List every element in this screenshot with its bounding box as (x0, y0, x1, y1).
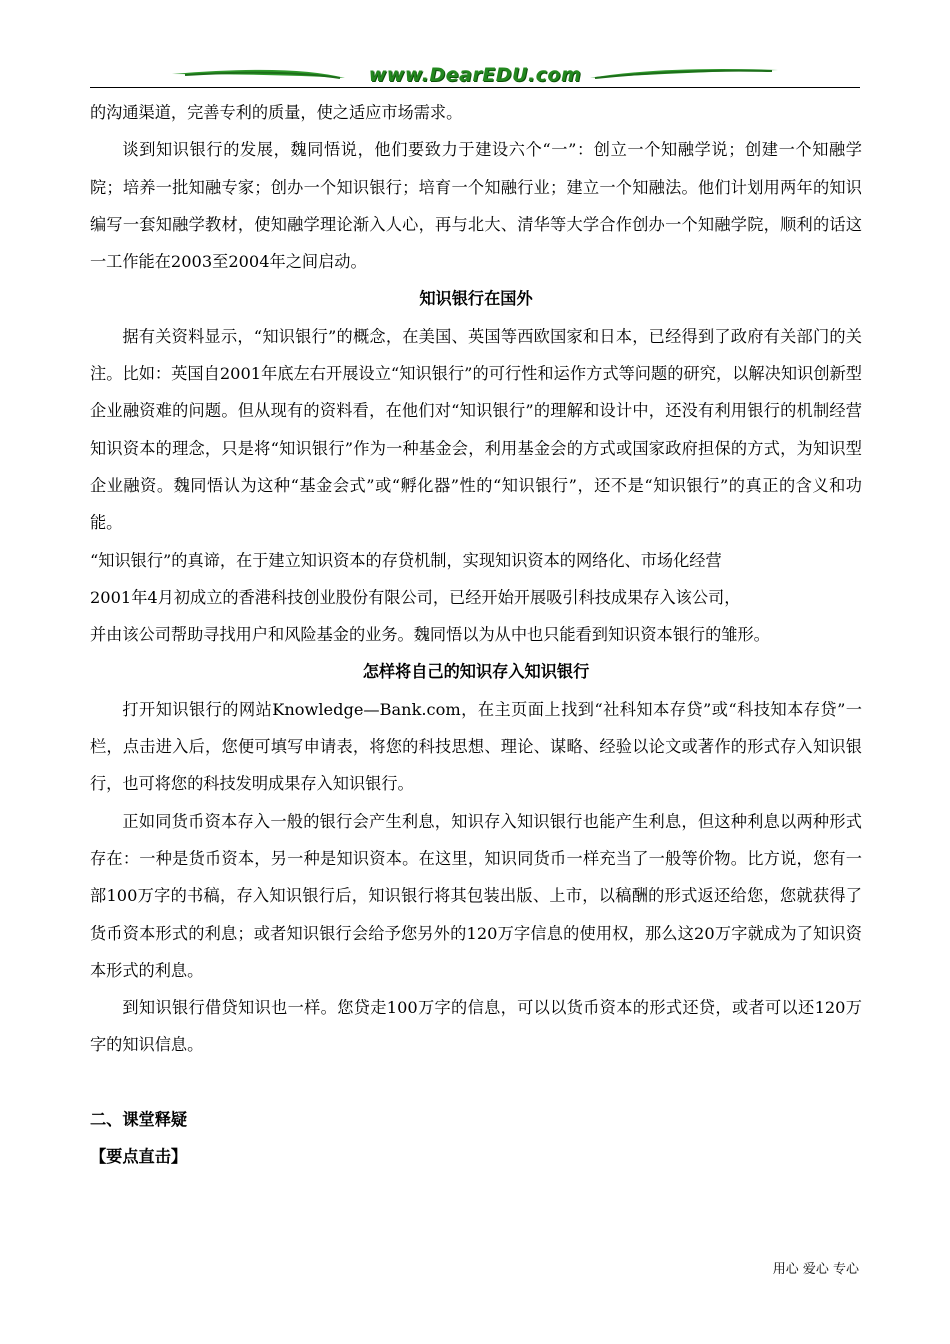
subsection-title: 【要点直击】 (90, 1147, 188, 1167)
document-body (90, 94, 862, 1175)
spacer (90, 1064, 862, 1101)
paragraph: 到知识银行借贷知识也一样。您贷走100万字的信息，可以以货币资本的形式还贷，或者可以还120万字的知识信息。 (90, 998, 862, 1055)
paragraph: 的沟通渠道，完善专利的质量，使之适应市场需求。 (90, 103, 463, 122)
page-header (90, 60, 860, 90)
paragraph: 谈到知识银行的发展，魏同悟说，他们要致力于建设六个“一”：创立一个知融学说；创建一个知融学院；培养一批知融专家；创办一个知识银行；培育一个知融行业；建立一个知融法。他们计划用两年的知识编写一套知融学教材，使知融学理论渐入人心，再与北大、清华等大学合作创办一个知融学院，顺利的话这一工作能在2003至2004年之间启动。 (90, 140, 862, 272)
section-heading: 怎样将自己的知识存入知识银行 (362, 662, 590, 682)
paragraph: 据有关资料显示，“知识银行”的概念，在美国、英国等西欧国家和日本，已经得到了政府有关部门的关注。比如：英国自2001年底左右开展设立“知识银行”的可行性和运作方式等问题的研究，以解决知识创新型企业融资难的问题。但从现有的资料看，在他们对“知识银行”的理解和设计中，还没有利用银行的机制经营知识资本的理念，只是将“知识银行”作为一种基金会，利用基金会的方式或国家政府担保的方式，为知识型企业融资。魏同悟认为这种“基金会式”或“孵化器”性的“知识银行”，还不是“知识银行”的真正的含义和功能。 (90, 326, 862, 533)
section-heading: 知识银行在国外 (419, 289, 533, 309)
site-logo[interactable]: www.DearEDU.com (368, 64, 582, 86)
paragraph: “知识银行”的真谛，在于建立知识资本的存贷机制，实现知识资本的网络化、市场化经营 (90, 550, 722, 570)
section-title: 二、课堂释疑 (90, 1109, 188, 1129)
page-footer: 用心 爱心 专心 (772, 1262, 859, 1277)
paragraph: 2001年4月初成立的香港科技创业股份有限公司，已经开始开展吸引科技成果存入该公司， (90, 587, 741, 607)
paragraph: 正如同货币资本存入一般的银行会产生利息，知识存入知识银行也能产生利息，但这种利息以两种形式存在：一种是货币资本，另一种是知识资本。在这里，知识同货币一样充当了一般等价物。比方说，您有一部100万字的书稿，存入知识银行后，知识银行将其包装出版、上市，以稿酬的形式返还给您，您就获得了货币资本形式的利息；或者知识银行会给予您另外的120万字信息的使用权，那么这20万字就成为了知识资本形式的利息。 (90, 811, 862, 980)
paragraph: 并由该公司帮助寻找用户和风险基金的业务。魏同悟以为从中也只能看到知识资本银行的雏形。 (90, 625, 770, 645)
header-rule (90, 87, 860, 88)
paragraph: 打开知识银行的网站Knowledge—Bank.com，在主页面上找到“社科知本存贷”或“科技知本存贷”一栏，点击进入后，您便可填写申请表，将您的科技思想、理论、谋略、经验以论文或著作的形式存入知识银行，也可将您的科技发明成果存入知识银行。 (90, 699, 862, 794)
